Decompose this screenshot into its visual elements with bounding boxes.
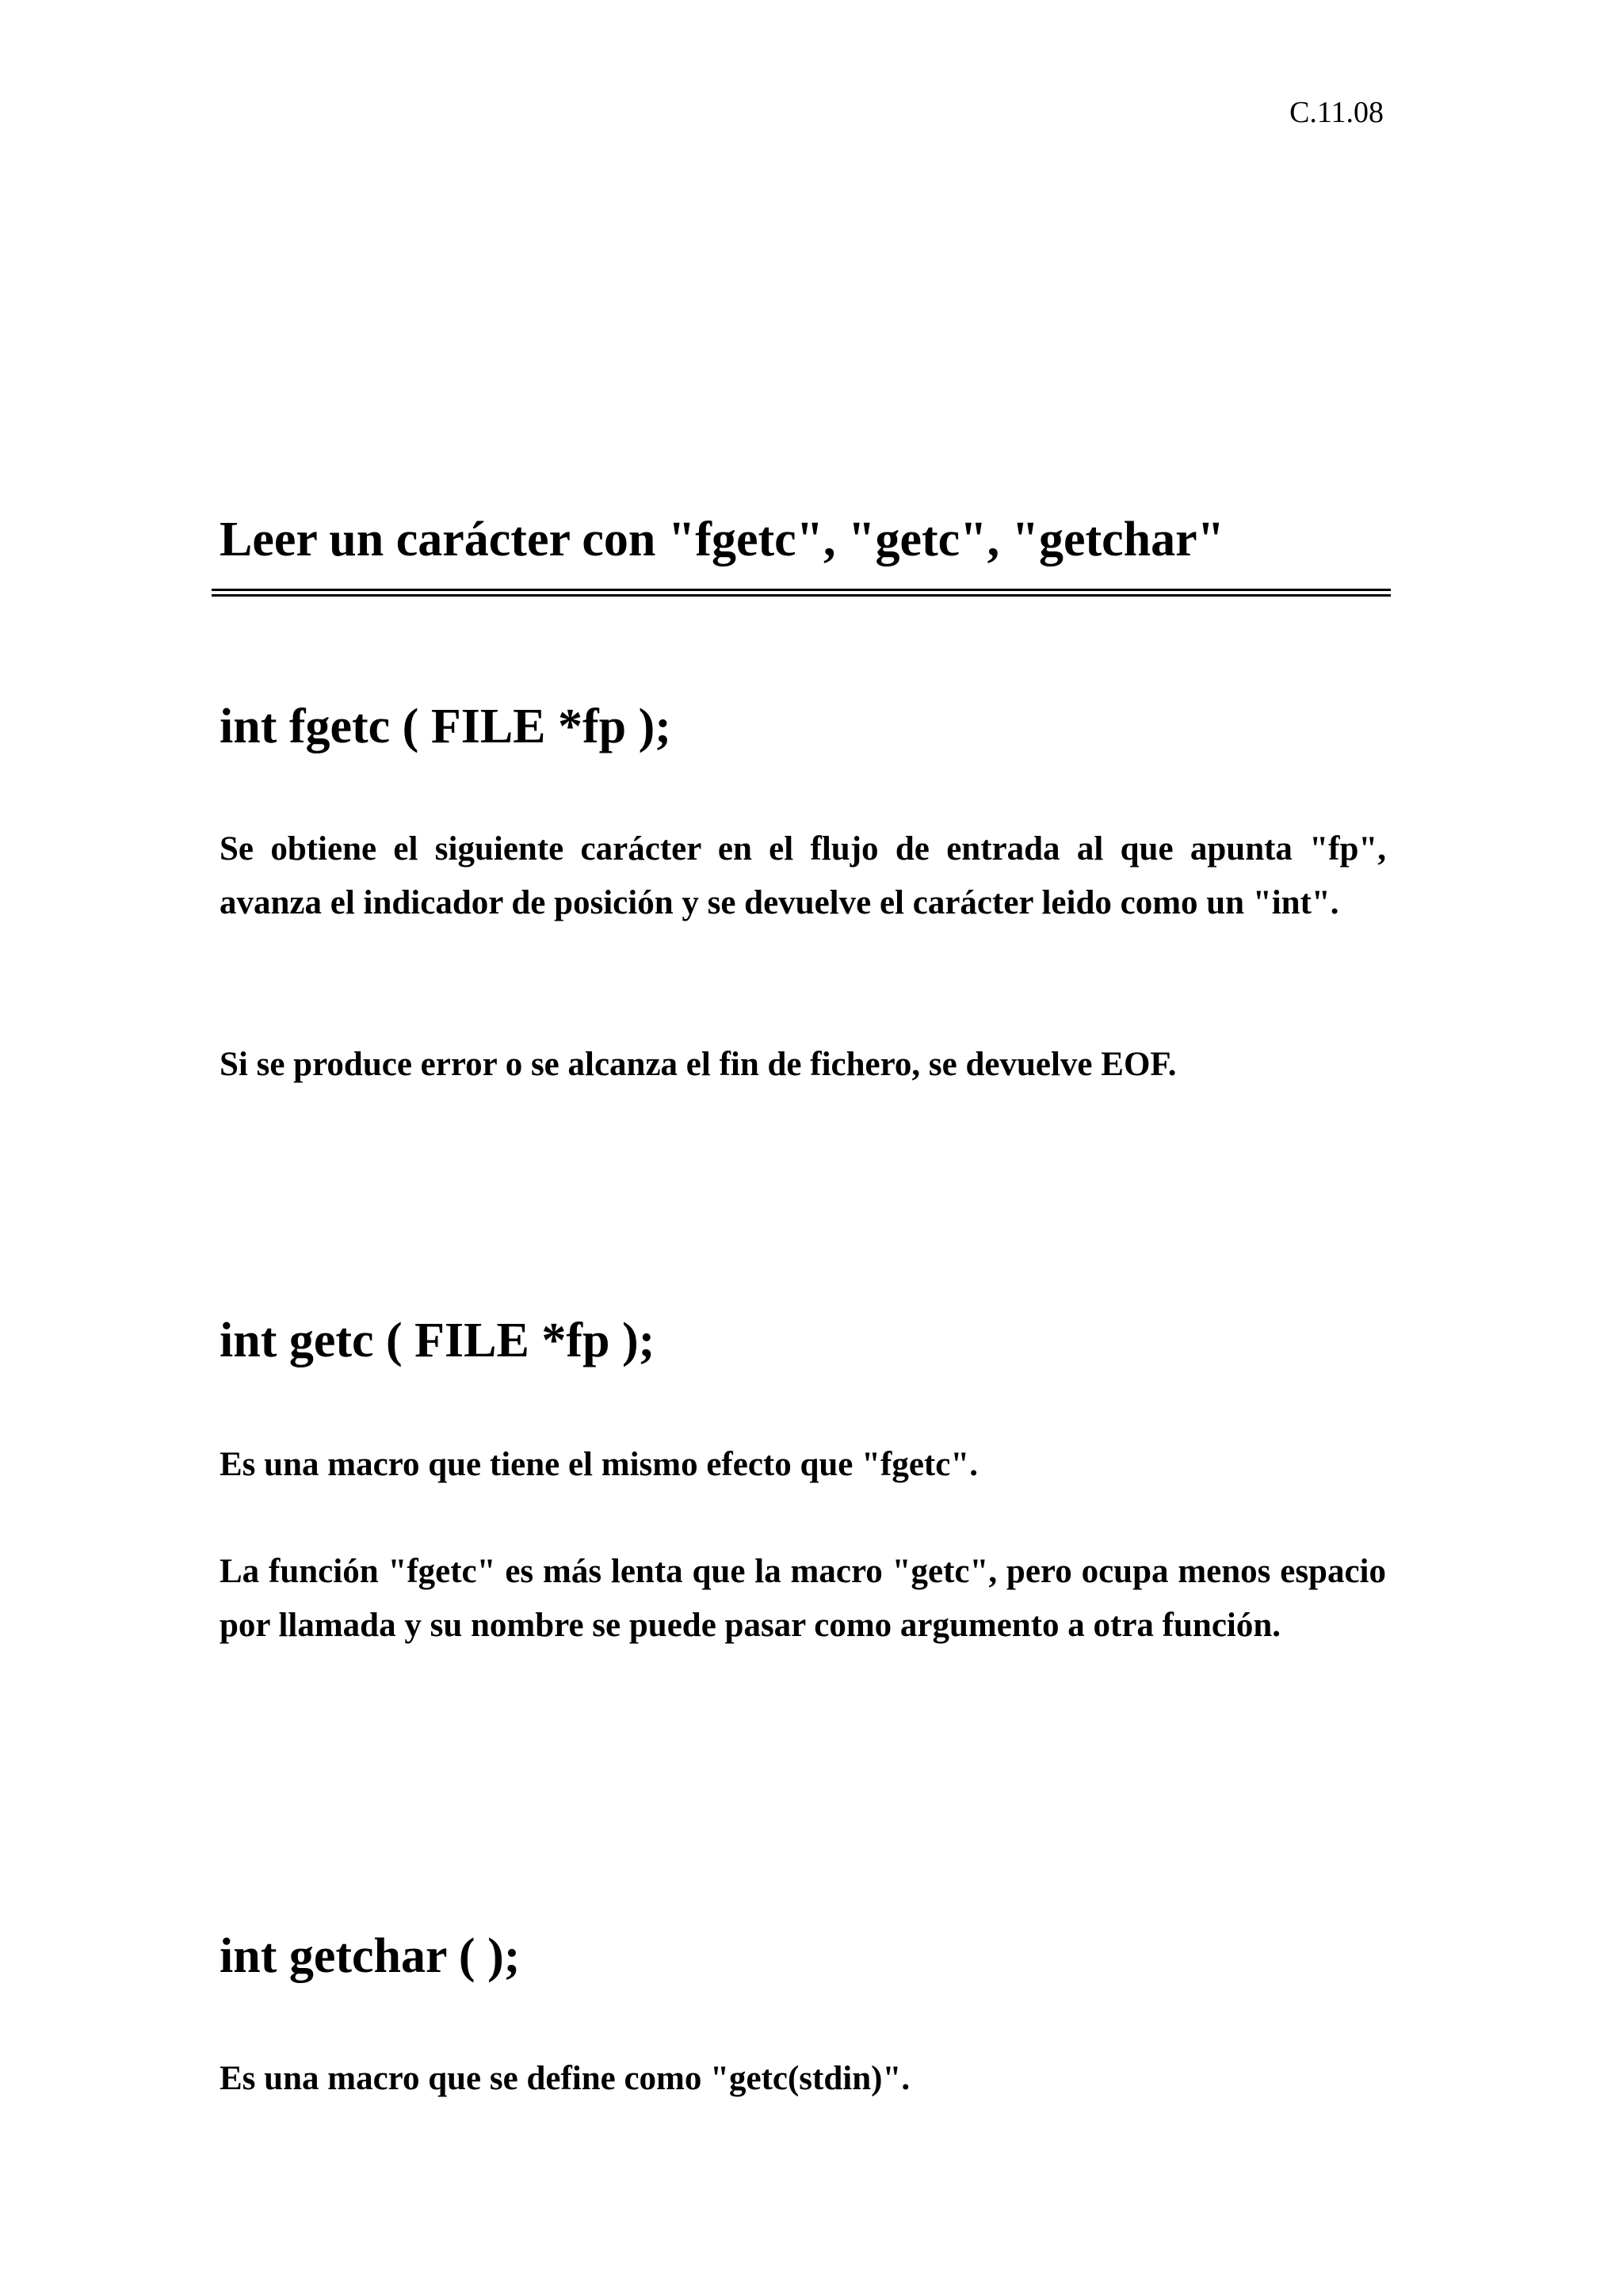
getc-signature: int getc ( FILE *fp ); xyxy=(220,1314,655,1367)
fgetc-description: Se obtiene el siguiente carácter en el flujo de entrada al que apunta "fp", avanza el indicador de posición y se devuelve el carácter leido como un "int". xyxy=(220,830,1386,921)
fgetc-return-note: Si se produce error o se alcanza el fin de fichero, se devuelve EOF. xyxy=(220,1046,1177,1083)
fgetc-signature: int fgetc ( FILE *fp ); xyxy=(220,700,671,753)
page-number: C.11.08 xyxy=(1289,96,1384,129)
getchar-description: Es una macro que se define como "getc(stdin)". xyxy=(220,2060,911,2097)
getchar-signature: int getchar ( ); xyxy=(220,1929,521,1983)
title-double-rule xyxy=(212,589,1391,597)
page-title: Leer un carácter con "fgetc", "getc", "getchar" xyxy=(220,513,1225,566)
getc-description: Es una macro que tiene el mismo efecto que "fgetc". xyxy=(220,1446,978,1483)
getc-comparison: La función "fgetc" es más lenta que la macro "getc", pero ocupa menos espacio por llamada y su nombre se puede pasar como argumento a otra función. xyxy=(220,1553,1386,1644)
